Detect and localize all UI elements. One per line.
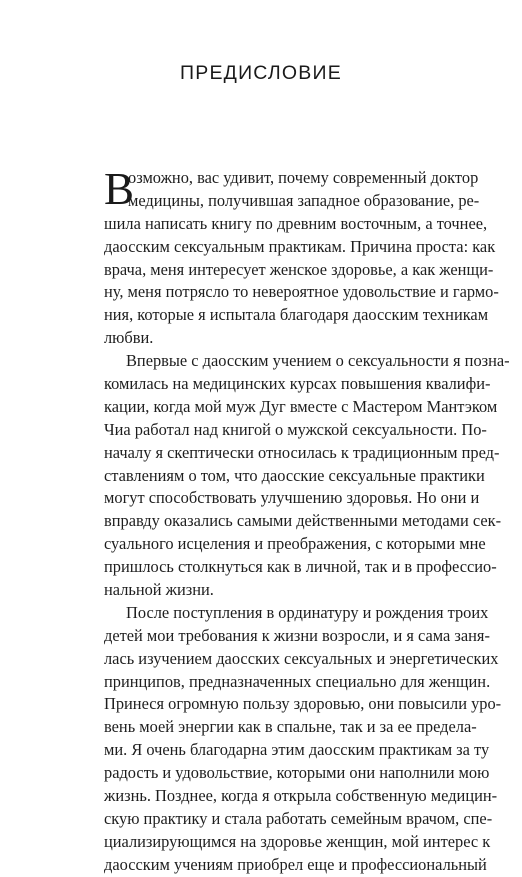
text-line: Чиа работал над книгой о мужской сексуальности. По-	[104, 419, 487, 439]
text-line: жизнь. Позднее, когда я открыла собственную медицин-	[104, 786, 498, 806]
text-line: шила написать книгу по древним восточным, а точнее,	[104, 213, 488, 233]
drop-cap: В	[104, 164, 135, 214]
text-line: врача, меня интересует женское здоровье, а как женщи-	[104, 259, 494, 279]
text-line: кации, когда мой муж Дуг вместе с Мастером Мантэком	[104, 396, 498, 416]
text-line: скую практику и стала работать семейным врачом, спе-	[104, 808, 493, 828]
text-line: любви.	[104, 328, 154, 348]
text-line: принципов, предназначенных специально для женщин.	[104, 671, 491, 691]
text-line: комилась на медицинских курсах повышения квалифи-	[104, 374, 491, 394]
body-text	[104, 164, 510, 877]
text-line: циализирующимся на здоровье женщин, мой интерес к	[104, 831, 491, 851]
text-line: лась изучением даосских сексуальных и энергетических	[104, 648, 499, 668]
text-line: ния, которые я испытала благодаря даосским техникам	[104, 305, 489, 325]
text-line: радость и удовольствие, которыми они наполнили мою	[104, 763, 490, 783]
text-line: детей мои требования к жизни возросли, и я сама заня-	[104, 625, 490, 645]
text-line: вень моей энергии как в спальне, так и за ее предела-	[104, 717, 477, 737]
text-line: даосским сексуальным практикам. Причина проста: как	[104, 236, 496, 256]
text-line: медицины, получившая западное образование, ре-	[128, 190, 480, 210]
text-line: озможно, вас удивит, почему современный доктор	[128, 168, 479, 187]
text-line: даосским учениям приобрел еще и профессиональный	[104, 854, 487, 874]
text-line: Принеся огромную пользу здоровью, они повысили уро-	[104, 694, 502, 714]
text-line: ми. Я очень благодарна этим даосским практикам за ту	[104, 740, 490, 760]
text-line: началу я скептически относилась к традиционным пред-	[104, 442, 500, 462]
text-line: ну, меня потрясло то невероятное удовольствие и гармо-	[104, 282, 499, 302]
text-line: пришлось столкнуться как в личной, так и в профессио-	[104, 557, 497, 577]
text-line: суального исцеления и преображения, с которыми мне	[104, 534, 486, 554]
text-line: вправду оказались самыми действенными методами сек-	[104, 511, 502, 531]
text-line: Впервые с даосским учением о сексуальности я позна-	[126, 351, 510, 371]
chapter-title: ПРЕДИСЛОВИЕ	[180, 62, 342, 84]
text-line: могут способствовать улучшению здоровья. Но они и	[104, 488, 480, 508]
text-line: нальной жизни.	[104, 580, 214, 600]
text-line: ставлениям о том, что даосские сексуальные практики	[104, 465, 485, 485]
text-line: После поступления в ординатуру и рождения троих	[126, 602, 489, 622]
